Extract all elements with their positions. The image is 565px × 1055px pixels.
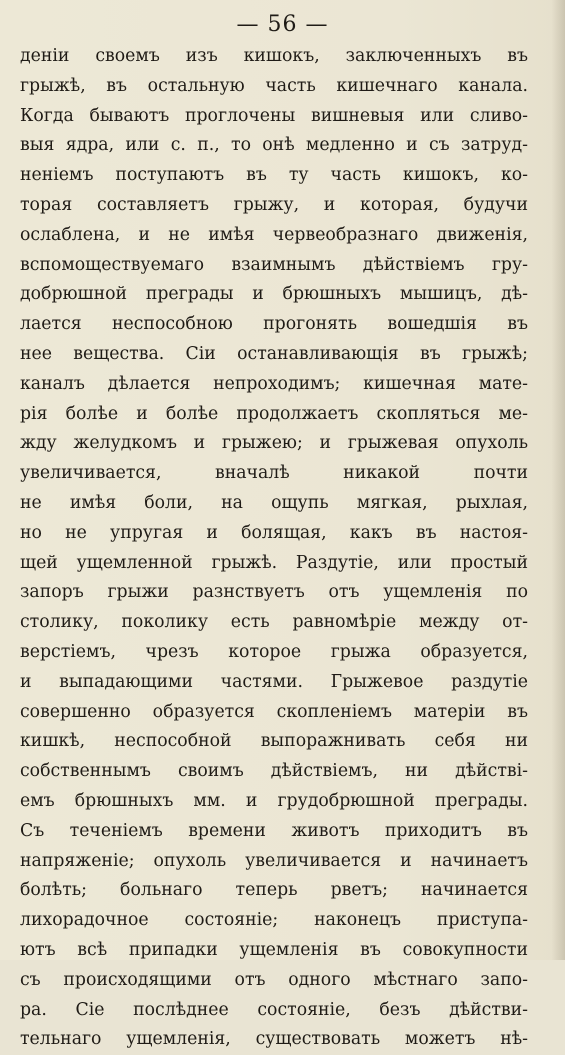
text-line: добрюшной преграды и брюшныхъ мышицъ, дѣ- [20, 284, 528, 305]
text-line: собственнымъ своимъ дѣйствіемъ, ни дѣйствi- [20, 761, 528, 782]
page-edge-shadow [551, 0, 565, 960]
text-line: совершенно образуется скопленіемъ матеріи въ [20, 701, 528, 722]
text-line: Когда бываютъ проглочены вишневыя или сливо- [20, 105, 528, 126]
body-text [20, 42, 528, 1055]
text-line: столику, поколику есть равномѣріе между от- [20, 612, 528, 633]
text-line: торая составляетъ грыжу, и которая, будучи [20, 194, 528, 215]
text-line: нее вещества. Сіи останавливающія въ грыжѣ; [20, 343, 528, 364]
text-line: вспомоществуемаго взаимнымъ дѣйствіемъ гру- [20, 254, 528, 275]
text-line: кишкѣ, неспособной выпоражнивать себя ни [20, 731, 528, 752]
text-line: болѣть; больнаго теперь рветъ; начинается [20, 880, 528, 901]
text-line: ютъ всѣ припадки ущемленія въ совокупности [20, 939, 528, 960]
text-line: деніи своемъ изъ кишокъ, заключенныхъ въ [20, 46, 528, 66]
text-line: Съ теченіемъ времени животъ приходитъ въ [20, 820, 528, 841]
text-line: запоръ грыжи разнствуетъ отъ ущемленія по [20, 582, 528, 603]
text-line: и выпадающими частями. Грыжевое раздутіе [20, 671, 528, 692]
text-line: грыжѣ, въ остальную часть кишечнаго канала. [20, 75, 528, 96]
text-line: лихорадочное состояніе; наконецъ приступа- [20, 910, 528, 931]
text-line: емъ брюшныхъ мм. и грудобрюшной преграды. [20, 790, 528, 811]
text-line: выя ядра, или с. п., то онѣ медленно и съ затруд- [20, 135, 528, 156]
text-line: не имѣя боли, на ощупь мягкая, рыхлая, [20, 492, 528, 513]
text-line: напряженіе; опухоль увеличивается и начинаетъ [20, 850, 528, 871]
text-line: ослаблена, и не имѣя червеобразнаго движенія, [20, 224, 528, 245]
text-line: неніемъ поступаютъ въ ту часть кишокъ, ко- [20, 165, 528, 186]
text-line: но не упругая и болящая, какъ въ настоя- [20, 522, 528, 543]
text-line: лается неспособною прогонять вошедшія въ [20, 314, 528, 335]
page-number: — 56 — [236, 12, 329, 37]
text-line: каналъ дѣлается непроходимъ; кишечная мате- [20, 373, 528, 394]
text-line: тельнаго ущемленія, существовать можетъ нѣ- [20, 1029, 528, 1050]
text-line: ра. Сіе послѣднее состояніе, безъ дѣйстви- [20, 999, 528, 1020]
text-line: щей ущемленной грыжѣ. Раздутіе, или простый [20, 552, 528, 573]
text-line: жду желудкомъ и грыжею; и грыжевая опухоль [20, 433, 528, 454]
text-line: верстіемъ, чрезъ которое грыжа образуется, [20, 641, 528, 662]
text-line: увеличивается, вначалѣ никакой почти [20, 463, 528, 484]
text-line: съ происходящими отъ одного мѣстнаго запо- [20, 969, 528, 990]
text-line: рія болѣе и болѣе продолжаетъ скопляться ме- [20, 403, 528, 424]
